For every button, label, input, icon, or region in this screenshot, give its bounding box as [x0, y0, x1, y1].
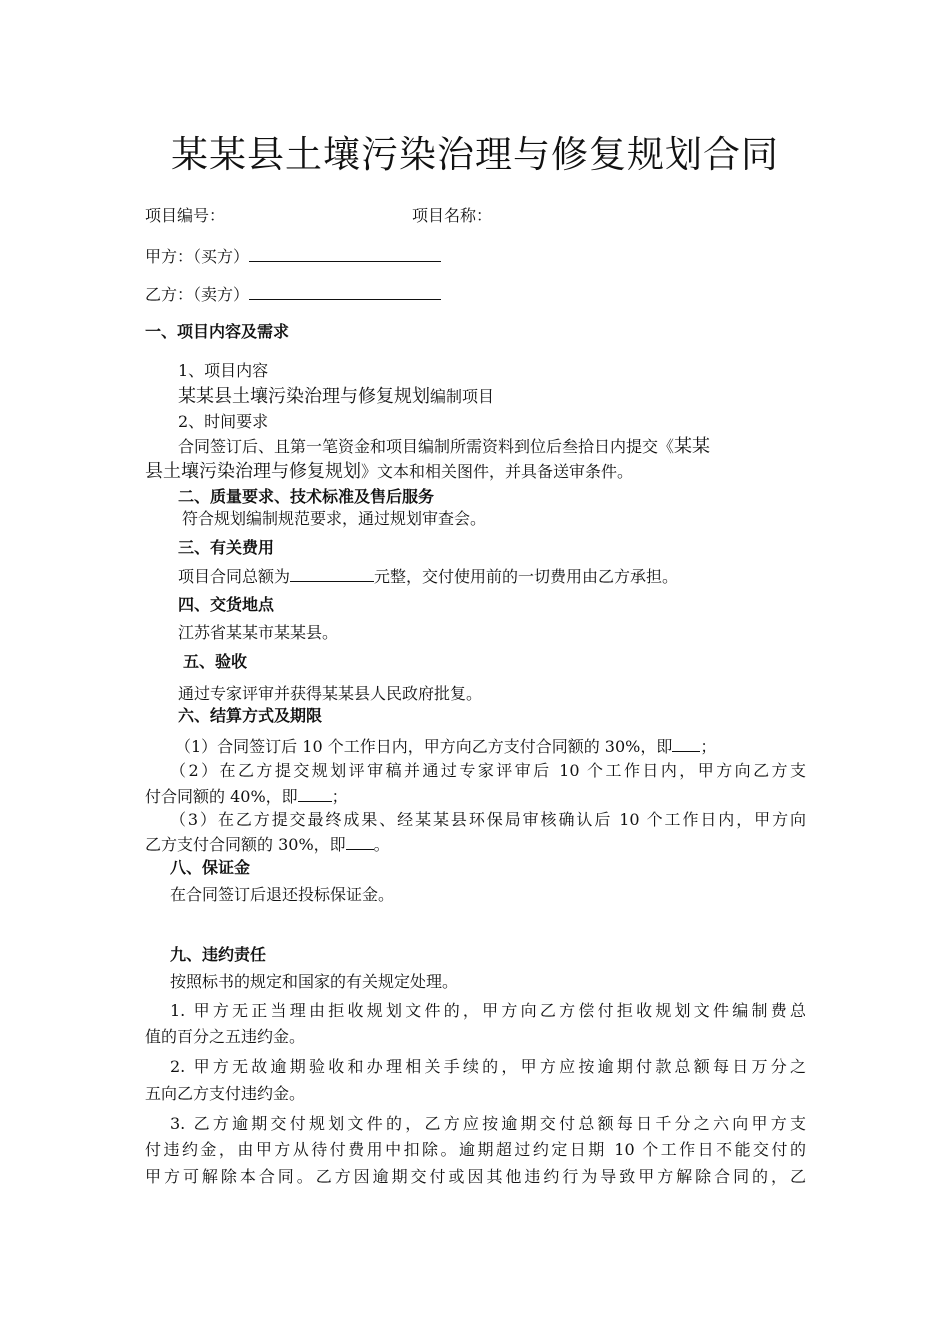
section-5-text: 通过专家评审并获得某某县人民政府批复。	[178, 684, 483, 703]
section-8-text: 在合同签订后退还投标保证金。	[170, 885, 395, 904]
project-content-name: 某某县土壤污染治理与修复规划	[178, 386, 430, 407]
clause-1-line-1: 1. 甲方无正当理由拒收规划文件的，甲方向乙方偿付拒收规划文件编制费总	[170, 1001, 806, 1020]
party-b-line	[145, 283, 441, 306]
clause-3-line-3: 甲方可解除本合同。乙方因逾期交付或因其他违约行为导致甲方解除合同的，乙	[145, 1167, 806, 1186]
time-requirement-text-a: 合同签订后、且第一笔资金和项目编制所需资料到位后叁拾日内提交《	[178, 437, 675, 456]
party-a-line	[145, 245, 441, 268]
payment-1-line	[175, 735, 716, 758]
section-3-heading: 三、有关费用	[178, 538, 275, 557]
clause-2-line-1: 2. 甲方无故逾期验收和办理相关手续的，甲方应按逾期付款总额每日万分之	[170, 1057, 806, 1076]
payment-1-text: （1）合同签订后 10 个工作日内，甲方向乙方支付合同额的 30%，即	[175, 737, 673, 756]
section-4-heading: 四、交货地点	[178, 595, 275, 614]
project-number-label: 项目编号：	[145, 206, 226, 225]
payment-1-blank	[672, 735, 700, 752]
payment-2-line-1: （2）在乙方提交规划评审稿并通过专家评审后 10 个工作日内，甲方向乙方支	[170, 761, 806, 780]
section-3-text	[178, 565, 678, 588]
section-6-heading: 六、结算方式及期限	[178, 706, 323, 725]
party-a-blank	[249, 245, 441, 262]
party-b-blank	[249, 283, 441, 300]
section-4-text: 江苏省某某市某某县。	[178, 623, 339, 642]
section-2-text: 符合规划编制规范要求，通过规划审查会。	[182, 509, 487, 528]
project-content-suffix: 编制项目	[430, 387, 495, 406]
payment-2-end: ；	[331, 787, 348, 806]
contract-amount-label: 项目合同总额为	[178, 567, 291, 586]
clause-1-line-2: 值的百分之五违约金。	[145, 1027, 306, 1046]
payment-3-line-2	[145, 833, 390, 856]
payment-2-line-2	[145, 785, 348, 808]
payment-3-blank	[346, 833, 374, 850]
clause-2-line-2: 五向乙方支付违约金。	[145, 1084, 306, 1103]
section-9-heading: 九、违约责任	[170, 945, 267, 964]
time-requirement-line-2	[145, 461, 633, 483]
section-2-heading: 二、质量要求、技术标准及售后服务	[178, 487, 435, 506]
clause-3-line-1: 3. 乙方逾期交付规划文件的，乙方应按逾期交付总额每日千分之六向甲方支	[170, 1114, 806, 1133]
item-2-label: 2、时间要求	[178, 412, 269, 431]
item-1-label: 1、项目内容	[178, 361, 269, 380]
time-requirement-text-c: 县土壤污染治理与修复规划	[145, 461, 361, 482]
time-requirement-text-b: 某某	[674, 436, 711, 457]
section-9-intro: 按照标书的规定和国家的有关规定处理。	[170, 972, 459, 991]
page-title: 某某县土壤污染治理与修复规划合同	[171, 133, 779, 176]
project-name-label: 项目名称：	[412, 206, 493, 225]
time-requirement-line-1	[178, 436, 710, 458]
payment-1-end: ；	[700, 737, 717, 756]
party-a-label: 甲方：（买方）	[145, 247, 250, 266]
time-requirement-text-d: 》文本和相关图件，并具备送审条件。	[361, 462, 634, 481]
payment-3-text: 乙方支付合同额的 30%，即	[145, 835, 346, 854]
payment-3-line-1: （3）在乙方提交最终成果、经某某县环保局审核确认后 10 个工作日内，甲方向	[170, 810, 806, 829]
contract-amount-suffix: 元整，交付使用前的一切费用由乙方承担。	[374, 567, 679, 586]
section-5-heading: 五、验收	[183, 652, 248, 671]
payment-3-end: 。	[373, 835, 390, 854]
project-content-line	[178, 386, 494, 408]
section-1-heading: 一、项目内容及需求	[145, 322, 290, 341]
contract-amount-blank	[290, 565, 374, 582]
payment-2-text: 付合同额的 40%，即	[145, 787, 298, 806]
section-8-heading: 八、保证金	[170, 858, 251, 877]
payment-2-blank	[298, 785, 332, 802]
clause-3-line-2: 付违约金，由甲方从待付费用中扣除。逾期超过约定日期 10 个工作日不能交付的	[145, 1140, 806, 1159]
party-b-label: 乙方：（卖方）	[145, 285, 250, 304]
